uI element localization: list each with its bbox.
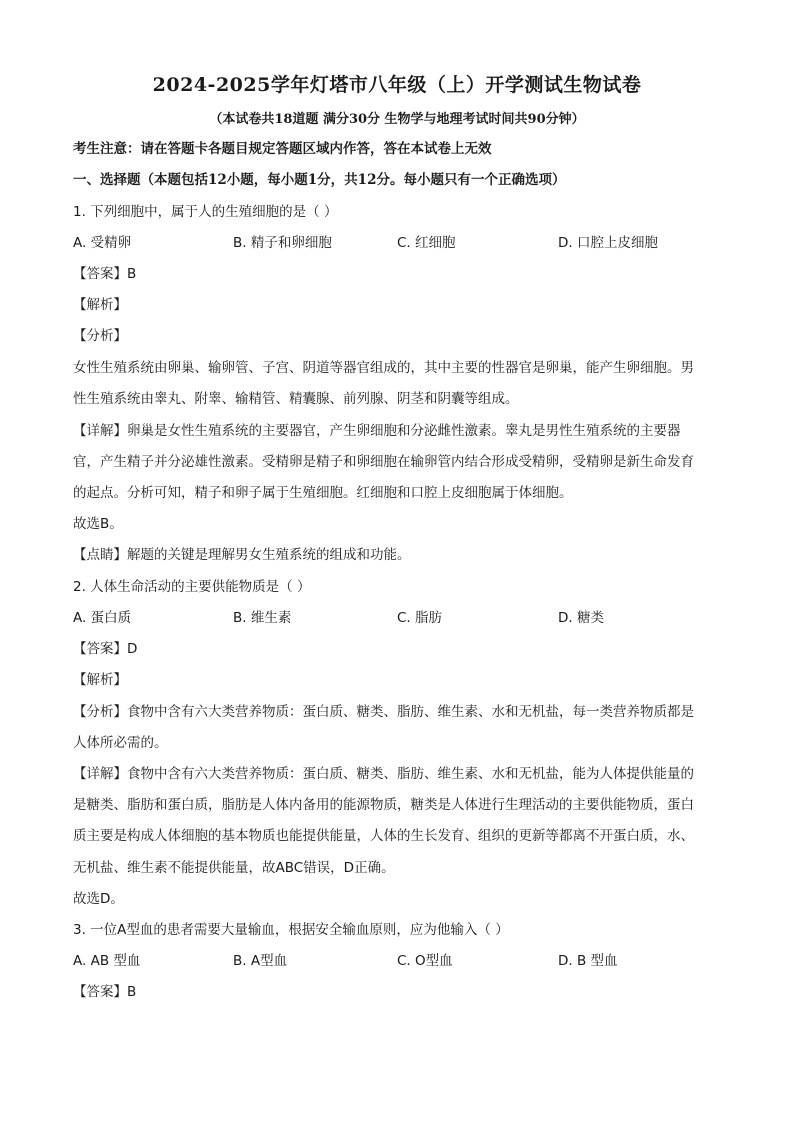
question-1-option-d: D. 口腔上皮细胞 <box>558 235 658 251</box>
question-1-detail-line: 的起点。分析可知，精子和卵子属于生殖细胞。红细胞和口腔上皮细胞属于体细胞。 <box>73 485 573 501</box>
question-2-detail-line: 无机盐、维生素不能提供能量，故ABC错误，D正确。 <box>73 860 395 876</box>
question-2-option-b: B. 维生素 <box>233 610 292 626</box>
page-title: 2024-2025学年灯塔市八年级（上）开学测试生物试卷 <box>152 74 642 96</box>
question-1-option-c: C. 红细胞 <box>397 235 456 251</box>
question-2-detail-line: 【详解】食物中含有六大类营养物质：蛋白质、糖类、脂肪、维生素、水和无机盐，能为人体提供能量的 <box>73 766 694 782</box>
question-3-option-a: A. AB 型血 <box>73 953 141 969</box>
question-1-fenxi-line: 性生殖系统由睾丸、附睾、输精管、精囊腺、前列腺、阴茎和阴囊等组成。 <box>73 391 519 407</box>
question-1-option-a: A. 受精卵 <box>73 235 132 251</box>
question-2-option-d: D. 糖类 <box>558 610 604 626</box>
question-3-option-b: B. A型血 <box>233 953 288 969</box>
question-1-answer: 【答案】B <box>73 266 137 282</box>
question-1-detail-line: 官，产生精子并分泌雄性激素。受精卵是精子和卵细胞在输卵管内结合形成受精卵，受精卵是新生命发育 <box>73 454 694 470</box>
question-3-option-d: D. B 型血 <box>558 953 618 969</box>
question-1-option-b: B. 精子和卵细胞 <box>233 235 332 251</box>
question-2-option-a: A. 蛋白质 <box>73 610 132 626</box>
question-2-choice: 故选D。 <box>73 891 124 907</box>
question-2-stem: 2. 人体生命活动的主要供能物质是（ ） <box>73 579 311 595</box>
question-2-option-c: C. 脂肪 <box>397 610 443 626</box>
question-1-fenxi-line: 女性生殖系统由卵巢、输卵管、子宫、阴道等器官组成的，其中主要的性器官是卵巢，能产生卵细胞。男 <box>73 360 694 376</box>
question-2-fenxi-line: 人体所必需的。 <box>73 735 168 751</box>
question-1-stem: 1. 下列细胞中，属于人的生殖细胞的是（ ） <box>73 204 338 220</box>
exam-notice: 考生注意：请在答题卡各题目规定答题区域内作答，答在本试卷上无效 <box>73 141 492 157</box>
question-2-fenxi-line: 【分析】食物中含有六大类营养物质：蛋白质、糖类、脂肪、维生素、水和无机盐，每一类营养物质都是 <box>73 704 694 720</box>
question-2-answer: 【答案】D <box>73 641 138 657</box>
question-3-stem: 3. 一位A型血的患者需要大量输血，根据安全输血原则，应为他输入（ ） <box>73 922 509 938</box>
question-1-fenxi-label: 【分析】 <box>73 328 127 344</box>
question-1-analysis-label: 【解析】 <box>73 297 127 313</box>
question-2-analysis-label: 【解析】 <box>73 672 127 688</box>
question-3-option-c: C. O型血 <box>397 953 453 969</box>
question-3-answer: 【答案】B <box>73 984 137 1000</box>
question-1-choice: 故选B。 <box>73 516 123 532</box>
question-1-detail-line: 【详解】卵巢是女性生殖系统的主要器官，产生卵细胞和分泌雌性激素。睾丸是男性生殖系统的主要器 <box>73 423 681 439</box>
question-2-detail-line: 是糖类、脂肪和蛋白质，脂肪是人体内备用的能源物质，糖类是人体进行生理活动的主要供能物质，蛋白 <box>73 797 694 813</box>
section-heading: 一、选择题（本题包括12小题，每小题1分，共12分。每小题只有一个正确选项） <box>73 172 566 188</box>
question-2-detail-line: 质主要是构成人体细胞的基本物质也能提供能量，人体的生长发育、组织的更新等都离不开蛋白质，水、 <box>73 828 694 844</box>
question-1-tip: 【点睛】解题的关键是理解男女生殖系统的组成和功能。 <box>73 547 411 563</box>
page-subtitle: （本试卷共18道题 满分30分 生物学与地理考试时间共90分钟） <box>209 112 585 127</box>
